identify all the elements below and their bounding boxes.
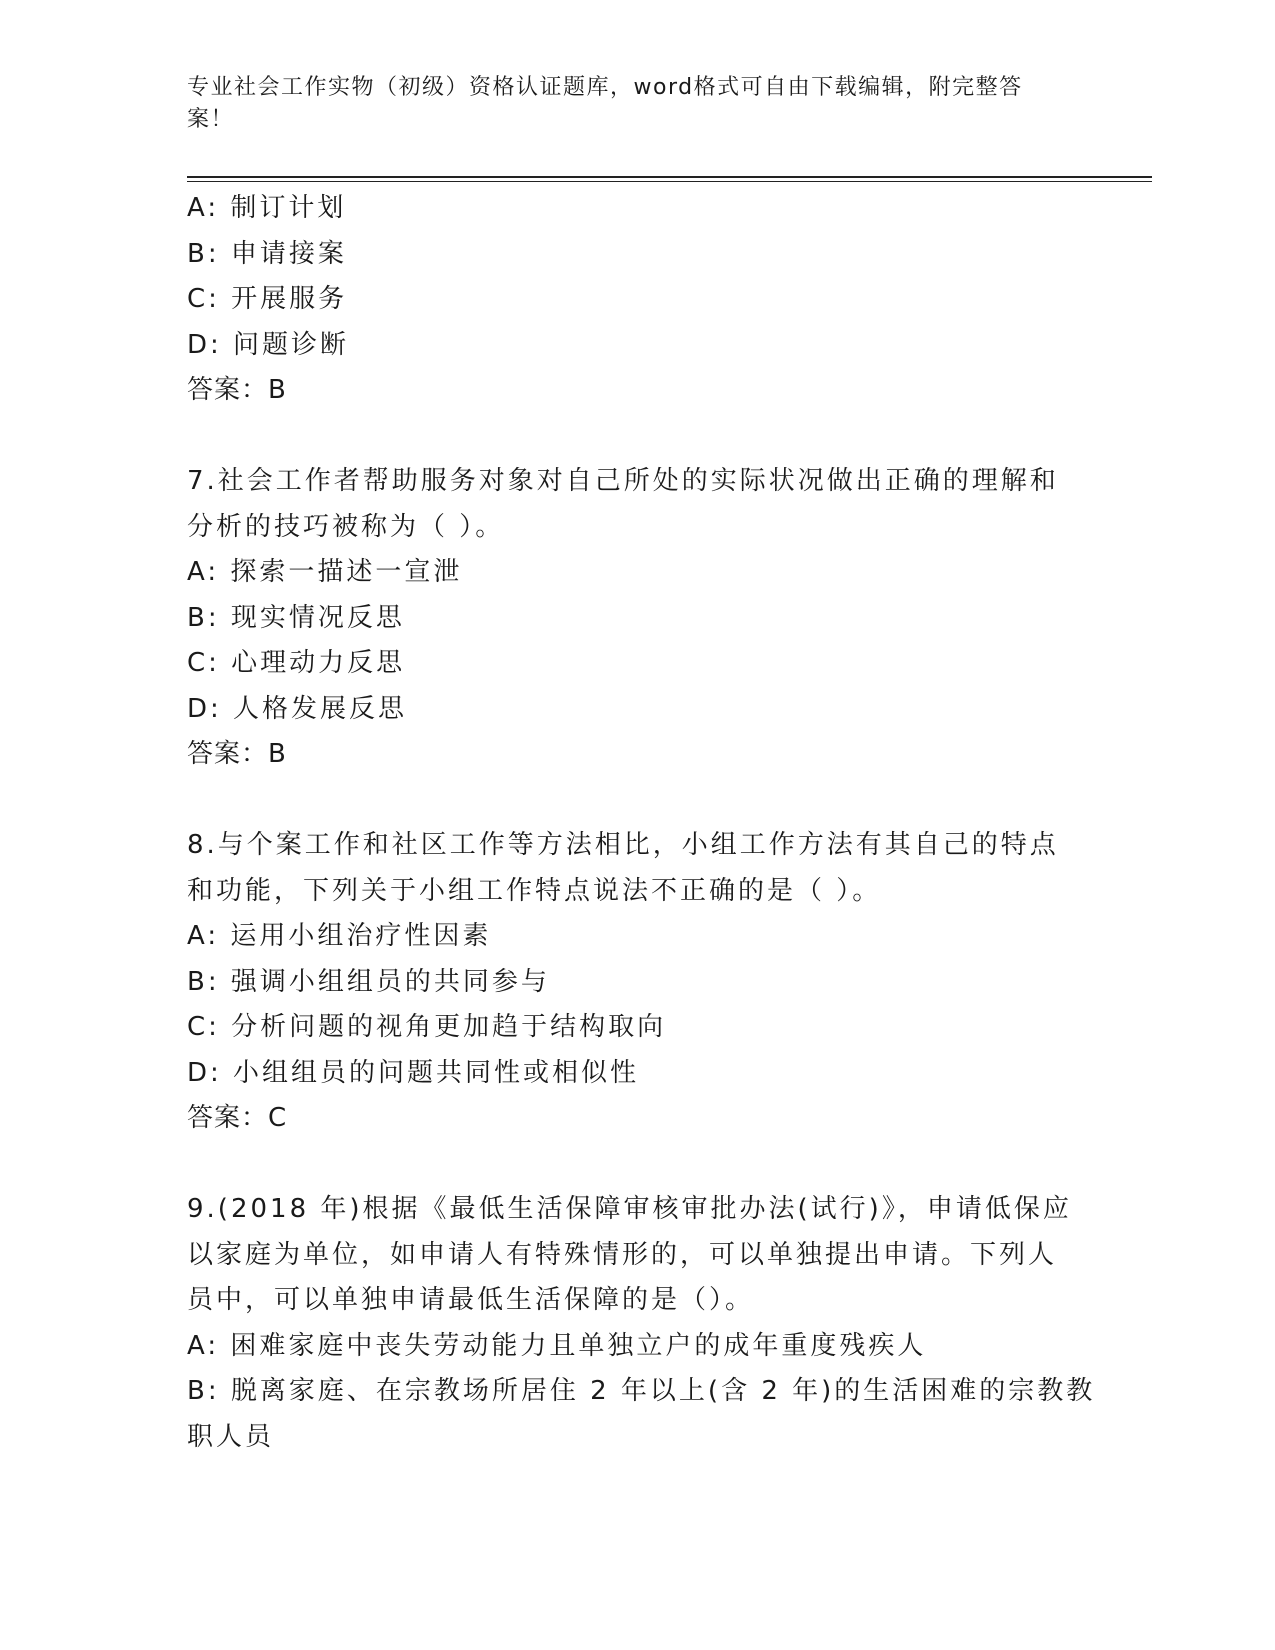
option-b: B: 强调小组组员的共同参与 [187, 966, 550, 997]
option-a: A: 困难家庭中丧失劳动能力且单独立户的成年重度残疾人 [187, 1330, 927, 1361]
question-stem-line: 7.社会工作者帮助服务对象对自己所处的实际状况做出正确的理解和 [187, 466, 1059, 496]
question-stem-line: 9.(2018 年)根据《最低生活保障审核审批办法(试行)》，申请低保应 [187, 1194, 1072, 1224]
option-b: B: 脱离家庭、在宗教场所居住 2 年以上(含 2 年)的生活困难的宗教教 [187, 1376, 1096, 1406]
question-stem-line: 分析的技巧被称为（ ）。 [187, 511, 505, 542]
question-6 [187, 186, 1077, 414]
option-c: C: 分析问题的视角更加趋于结构取向 [187, 1012, 667, 1042]
question-stem-line: 和功能，下列关于小组工作特点说法不正确的是（ ）。 [187, 875, 882, 906]
answer-line: 答案：C [187, 1103, 288, 1133]
spacer [187, 414, 1077, 460]
option-b: B: 申请接案 [187, 238, 347, 269]
header-divider-thin [187, 181, 1152, 182]
option-b: B: 现实情况反思 [187, 602, 405, 633]
page-header: 专业社会工作实物（初级）资格认证题库，word格式可自由下载编辑，附完整答案！ [187, 75, 1023, 132]
option-a: A: 探索一描述一宣泄 [187, 557, 463, 587]
option-a: A: 运用小组治疗性因素 [187, 921, 492, 951]
option-d: D: 人格发展反思 [187, 693, 408, 724]
option-d: D: 问题诊断 [187, 329, 350, 360]
spacer [187, 778, 1077, 824]
question-stem-line: 以家庭为单位，如申请人有特殊情形的，可以单独提出申请。下列人 [187, 1239, 1058, 1270]
answer-line: 答案：B [187, 375, 287, 405]
option-c: C: 心理动力反思 [187, 648, 406, 678]
answer-line: 答案：B [187, 739, 287, 769]
spacer [187, 1142, 1077, 1188]
question-stem-line: 员中，可以单独申请最低生活保障的是（）。 [187, 1285, 755, 1315]
option-b-continued: 职人员 [187, 1421, 275, 1452]
question-9 [187, 1187, 1096, 1460]
option-a: A: 制订计划 [187, 193, 347, 223]
header-divider-thick [187, 176, 1152, 178]
question-8 [187, 823, 1077, 1142]
option-c: C: 开展服务 [187, 284, 348, 314]
question-stem-line: 8.与个案工作和社区工作等方法相比，小组工作方法有其自己的特点 [187, 830, 1059, 860]
question-content [187, 186, 1096, 1460]
option-d: D: 小组组员的问题共同性或相似性 [187, 1057, 640, 1088]
question-7 [187, 459, 1077, 778]
